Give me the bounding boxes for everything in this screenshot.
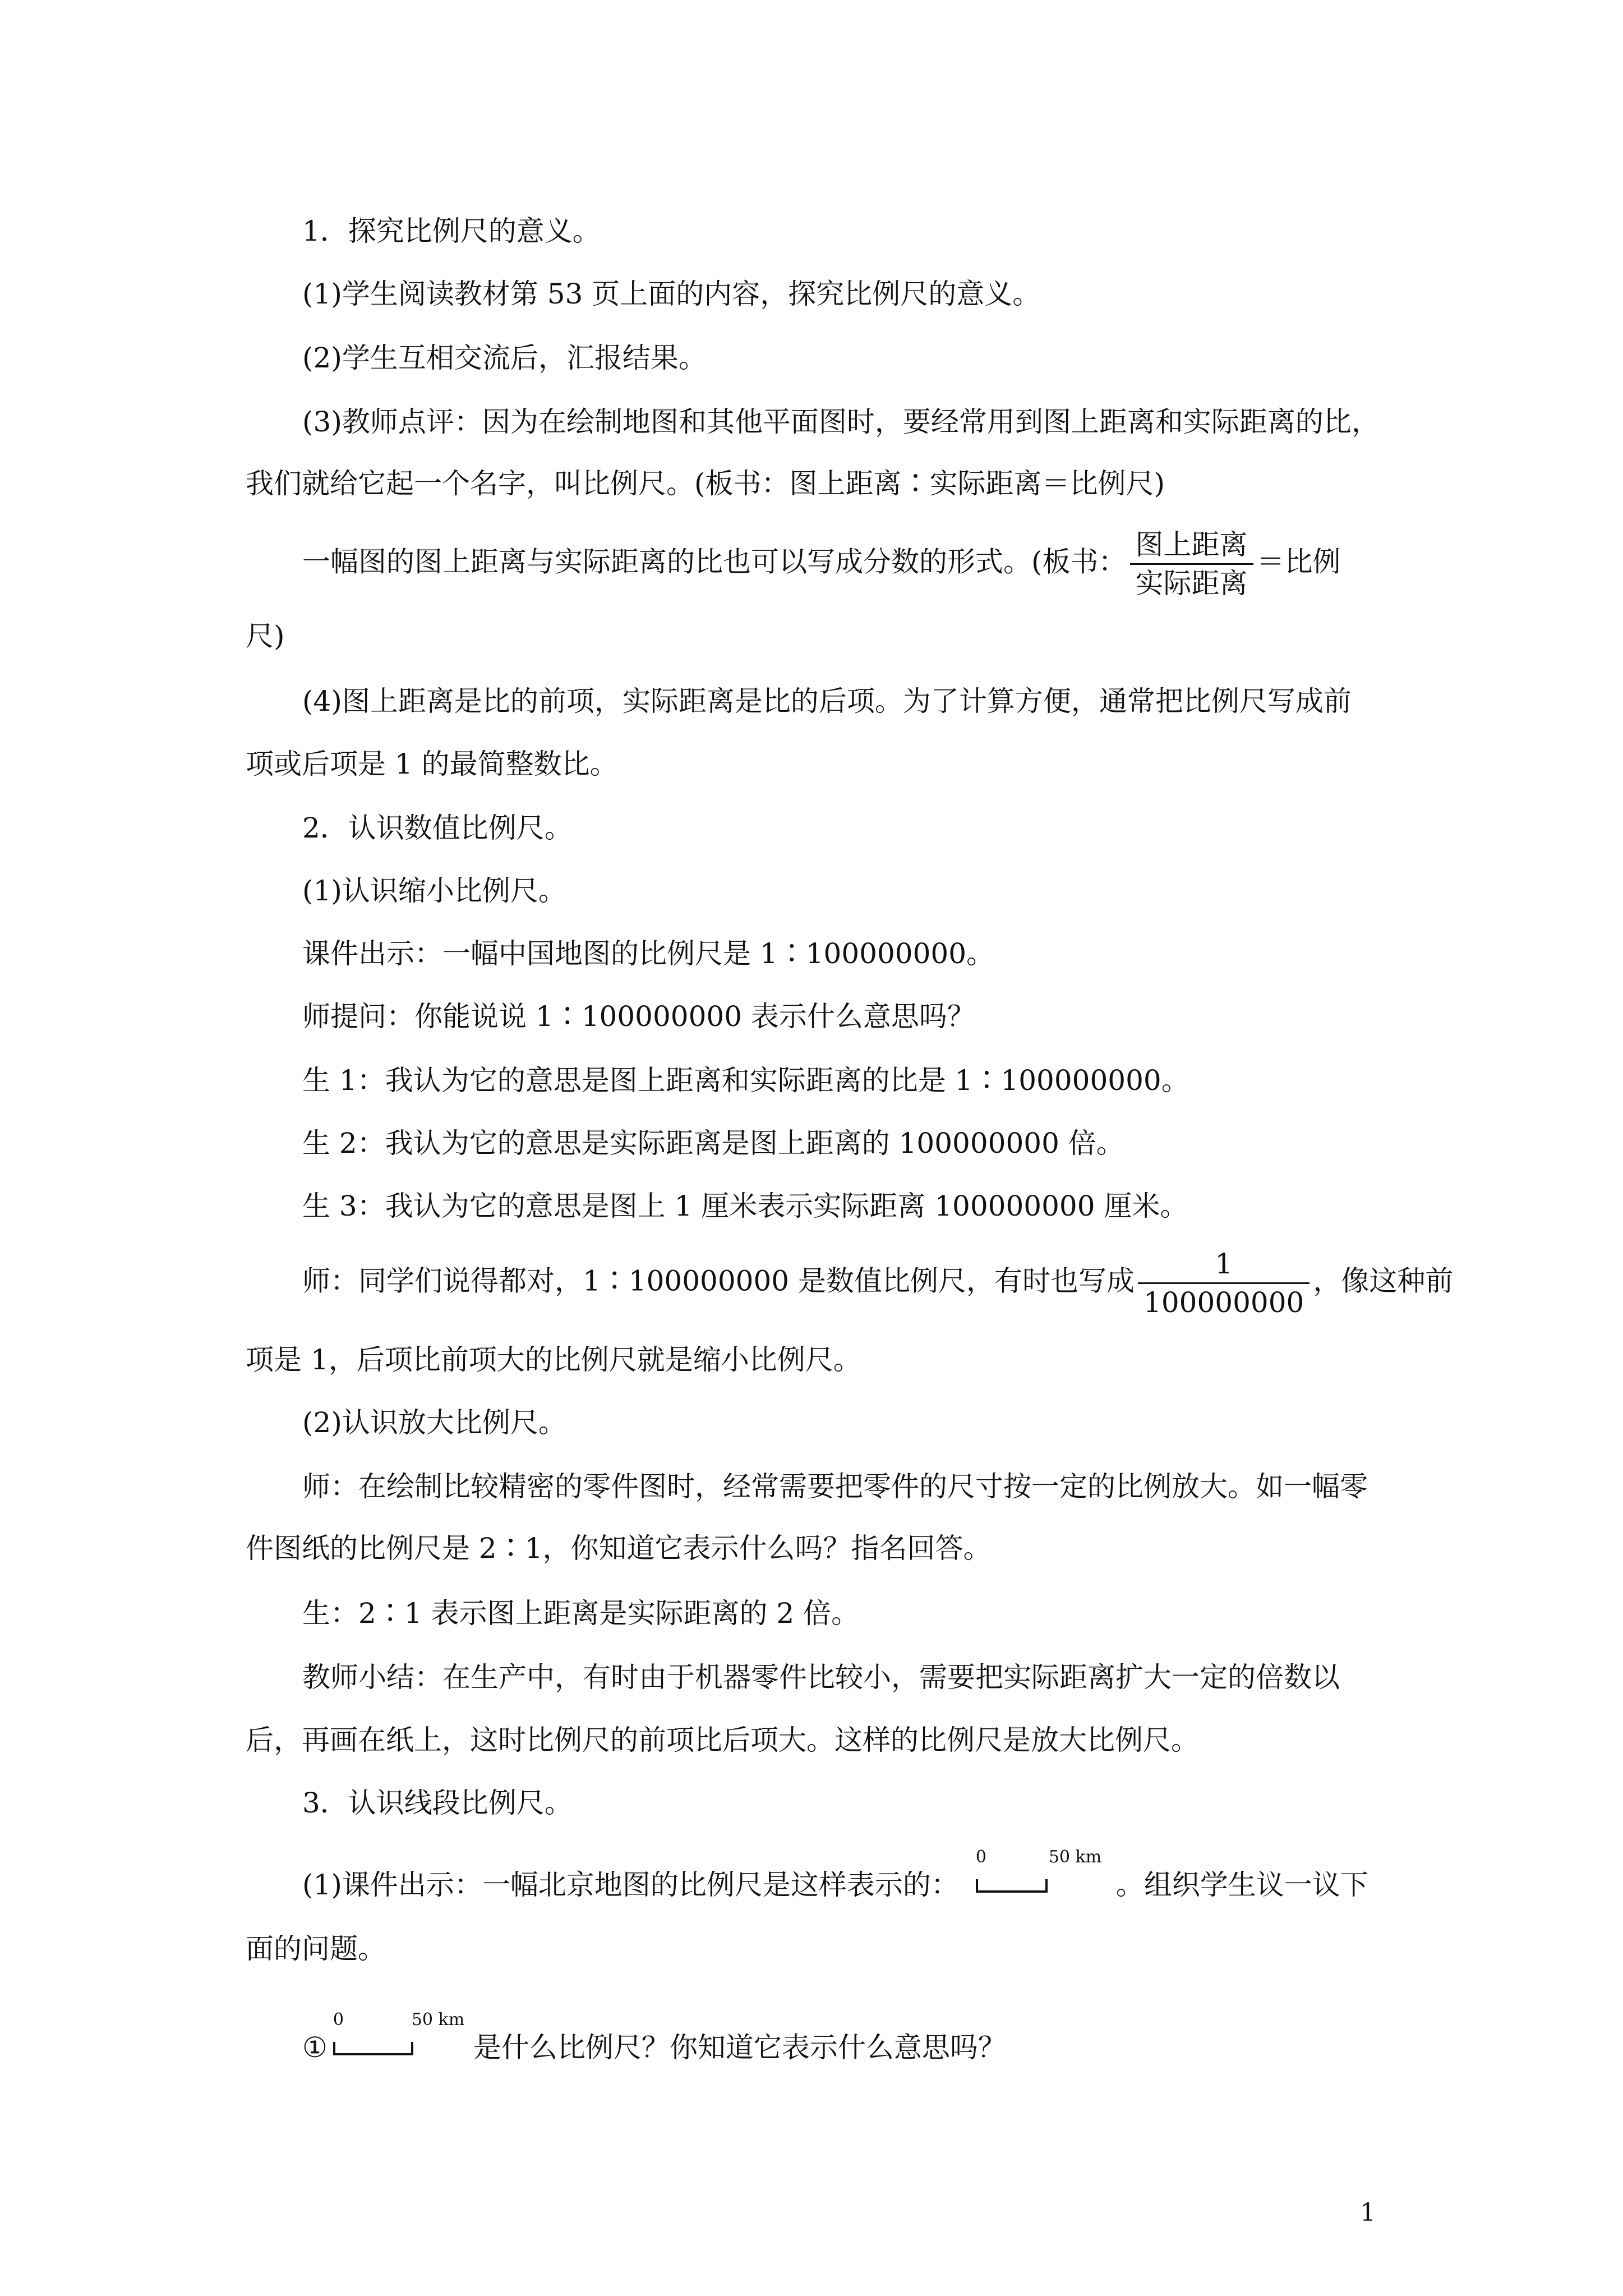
paragraph-line: 生 2：我认为它的意思是实际距离是图上距离的 100000000 倍。 bbox=[302, 1127, 1124, 1159]
paragraph-line: (2)认识放大比例尺。 bbox=[302, 1406, 566, 1439]
paragraph-line: 教师小结：在生产中，有时由于机器零件比较小，需要把实际距离扩大一定的倍数以 bbox=[302, 1661, 1340, 1694]
section-heading-3: 3．认识线段比例尺。 bbox=[302, 1787, 573, 1819]
line-segment-scale bbox=[328, 2010, 473, 2064]
paragraph-line: 生 3：我认为它的意思是图上 1 厘米表示实际距离 100000000 厘米。 bbox=[302, 1190, 1188, 1222]
fraction-denominator: 实际距离 bbox=[1135, 567, 1248, 600]
circled-number-one: ① bbox=[302, 2031, 328, 2064]
paragraph-line: 项是 1，后项比前项大的比例尺就是缩小比例尺。 bbox=[246, 1343, 861, 1376]
paragraph-line: 生：2∶1 表示图上距离是实际距离的 2 倍。 bbox=[302, 1597, 860, 1630]
text-fragment: 师：同学们说得都对，1∶100000000 是数值比例尺，有时也写成 bbox=[302, 1264, 1135, 1297]
paragraph-line: 件图纸的比例尺是 2∶1，你知道它表示什么吗？指名回答。 bbox=[246, 1532, 992, 1565]
paragraph-line: 我们就给它起一个名字，叫比例尺。(板书：图上距离∶实际距离＝比例尺) bbox=[246, 467, 1165, 500]
paragraph-line: 师：在绘制比较精密的零件图时，经常需要把零件的尺寸按一定的比例放大。如一幅零 bbox=[302, 1470, 1368, 1503]
paragraph-line: 师提问：你能说说 1∶100000000 表示什么意思吗？ bbox=[302, 1000, 975, 1033]
paragraph-line: (1)认识缩小比例尺。 bbox=[302, 875, 566, 907]
paragraph-line: (4)图上距离是比的前项，实际距离是比的后项。为了计算方便，通常把比例尺写成前 bbox=[302, 685, 1352, 717]
scale-end-label: 50 km bbox=[1048, 1847, 1102, 1867]
text-fragment: 。组织学生议一议下 bbox=[1115, 1869, 1368, 1901]
paragraph-line-with-fraction bbox=[302, 1245, 1453, 1321]
paragraph-line: (3)教师点评：因为在绘制地图和其他平面图时，要经常用到图上距离和实际距离的比， bbox=[302, 406, 1380, 438]
fraction-map-over-actual bbox=[1130, 526, 1253, 602]
paragraph-line: 课件出示：一幅中国地图的比例尺是 1∶100000000。 bbox=[302, 937, 995, 970]
scale-start-label: 0 bbox=[333, 2010, 344, 2030]
paragraph-line: 面的问题。 bbox=[246, 1932, 386, 1965]
text-fragment: (1)课件出示：一幅北京地图的比例尺是这样表示的： bbox=[302, 1869, 959, 1901]
section-heading-2: 2．认识数值比例尺。 bbox=[302, 812, 573, 844]
question-line-with-scale-bar bbox=[302, 2010, 1006, 2064]
paragraph-line-with-fraction bbox=[302, 526, 1341, 602]
text-fragment: 一幅图的图上距离与实际距离的比也可以写成分数的形式。(板书： bbox=[302, 545, 1127, 578]
text-fragment: ，像这种前 bbox=[1313, 1264, 1454, 1297]
scale-end-label: 50 km bbox=[411, 2010, 465, 2030]
scale-bar-segment bbox=[333, 2042, 413, 2055]
text-fragment: ＝比例 bbox=[1256, 545, 1341, 578]
paragraph-line: (1)学生阅读教材第 53 页上面的内容，探究比例尺的意义。 bbox=[302, 278, 1041, 310]
scale-start-label: 0 bbox=[975, 1847, 986, 1867]
line-segment-scale bbox=[959, 1847, 1116, 1902]
fraction-numerator: 1 bbox=[1138, 1245, 1310, 1284]
fraction-denominator: 100000000 bbox=[1144, 1286, 1304, 1319]
paragraph-line: 尺) bbox=[246, 620, 285, 652]
paragraph-line: 项或后项是 1 的最简整数比。 bbox=[246, 748, 618, 780]
fraction-numerator: 图上距离 bbox=[1130, 526, 1253, 565]
text-fragment: 是什么比例尺？你知道它表示什么意思吗？ bbox=[473, 2031, 1006, 2064]
paragraph-line: 生 1：我认为它的意思是图上距离和实际距离的比是 1∶100000000。 bbox=[302, 1064, 1189, 1097]
scale-bar-segment bbox=[976, 1879, 1048, 1893]
page-number: 1 bbox=[1360, 2198, 1376, 2227]
paragraph-line-with-scale-bar bbox=[302, 1847, 1368, 1902]
section-heading-1: 1．探究比例尺的意义。 bbox=[302, 215, 601, 247]
fraction-one-over-hundred-million bbox=[1138, 1245, 1310, 1321]
paragraph-line: (2)学生互相交流后，汇报结果。 bbox=[302, 342, 707, 374]
paragraph-line: 后，再画在纸上，这时比例尺的前项比后项大。这样的比例尺是放大比例尺。 bbox=[246, 1724, 1199, 1756]
